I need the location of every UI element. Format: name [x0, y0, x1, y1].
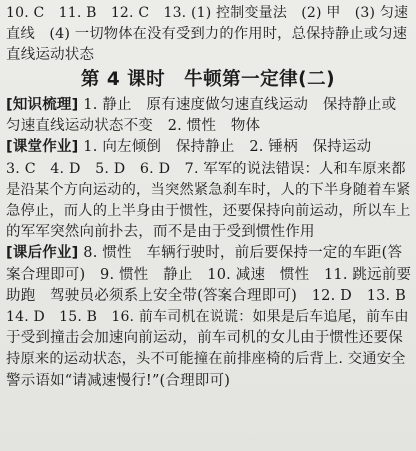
classwork-line-3: 是沿某个方向运动的，当突然紧急刹车时，人的下半身随着车紧: [6, 181, 411, 198]
answer-line-2: 直线 (4) 一切物体在没有受到力的作用时，总保持静止或匀速: [6, 26, 408, 42]
section-label-classwork: [课堂作业]: [6, 139, 79, 156]
answer-line-3: 直线运动状态: [6, 47, 95, 63]
section-label-knowledge: [知识梳理]: [6, 97, 79, 113]
homework-line-7: 警示语如“请减速慢行!”(合理即可): [6, 372, 231, 389]
classwork-text-1: 1. 向左倾倒 保持静止 2. 锤柄 保持运动: [78, 139, 372, 156]
lesson-heading: 第 4 课时 牛顿第一定律(二): [80, 69, 336, 90]
homework-line-1: [6, 244, 412, 263]
knowledge-line-2: 匀速直线运动状态不变 2. 惯性 物体: [6, 118, 261, 135]
section-label-homework: [课后作业]: [6, 245, 79, 262]
classwork-line-4: 急停止，而人的上半身由于惯性，还要保持向前运动，所以车上: [6, 203, 411, 219]
knowledge-text-1: 1. 静止 原有速度做匀速直线运动 保持静止或: [78, 97, 397, 113]
homework-text-1: 8. 惯性 车辆行驶时，前后要保持一定的车距(答: [78, 245, 403, 262]
homework-line-3: 助跑 驾驶员必须系上安全带(答案合理即可) 12. D 13. B: [6, 287, 407, 304]
knowledge-line-1: [6, 96, 412, 115]
homework-line-6: 持原来的运动状态，头不可能撞在前排座椅的后背上. 交通安全: [6, 351, 406, 368]
homework-line-4: 14. D 15. B 16. 前车司机在说谎：如果是后车追尾，前车由: [6, 309, 409, 325]
homework-line-2: 案合理即可) 9. 惯性 静止 10. 减速 惯性 11. 跳远前要: [6, 266, 412, 283]
classwork-line-1: [6, 138, 412, 157]
classwork-line-5: 的军军突然向前扑去，而不是由于受到惯性作用: [6, 224, 315, 241]
classwork-line-2: 3. C 4. D 5. D 6. D 7. 军军的说法错误：人和车原来都: [6, 160, 406, 177]
answer-line-1: 10. C 11. B 12. C 13. (1) 控制变量法 (2) 甲 (3) 匀速: [6, 5, 409, 21]
homework-line-5: 于受到撞击会加速向前运动，前车司机的女儿由于惯性还要保: [6, 330, 403, 347]
